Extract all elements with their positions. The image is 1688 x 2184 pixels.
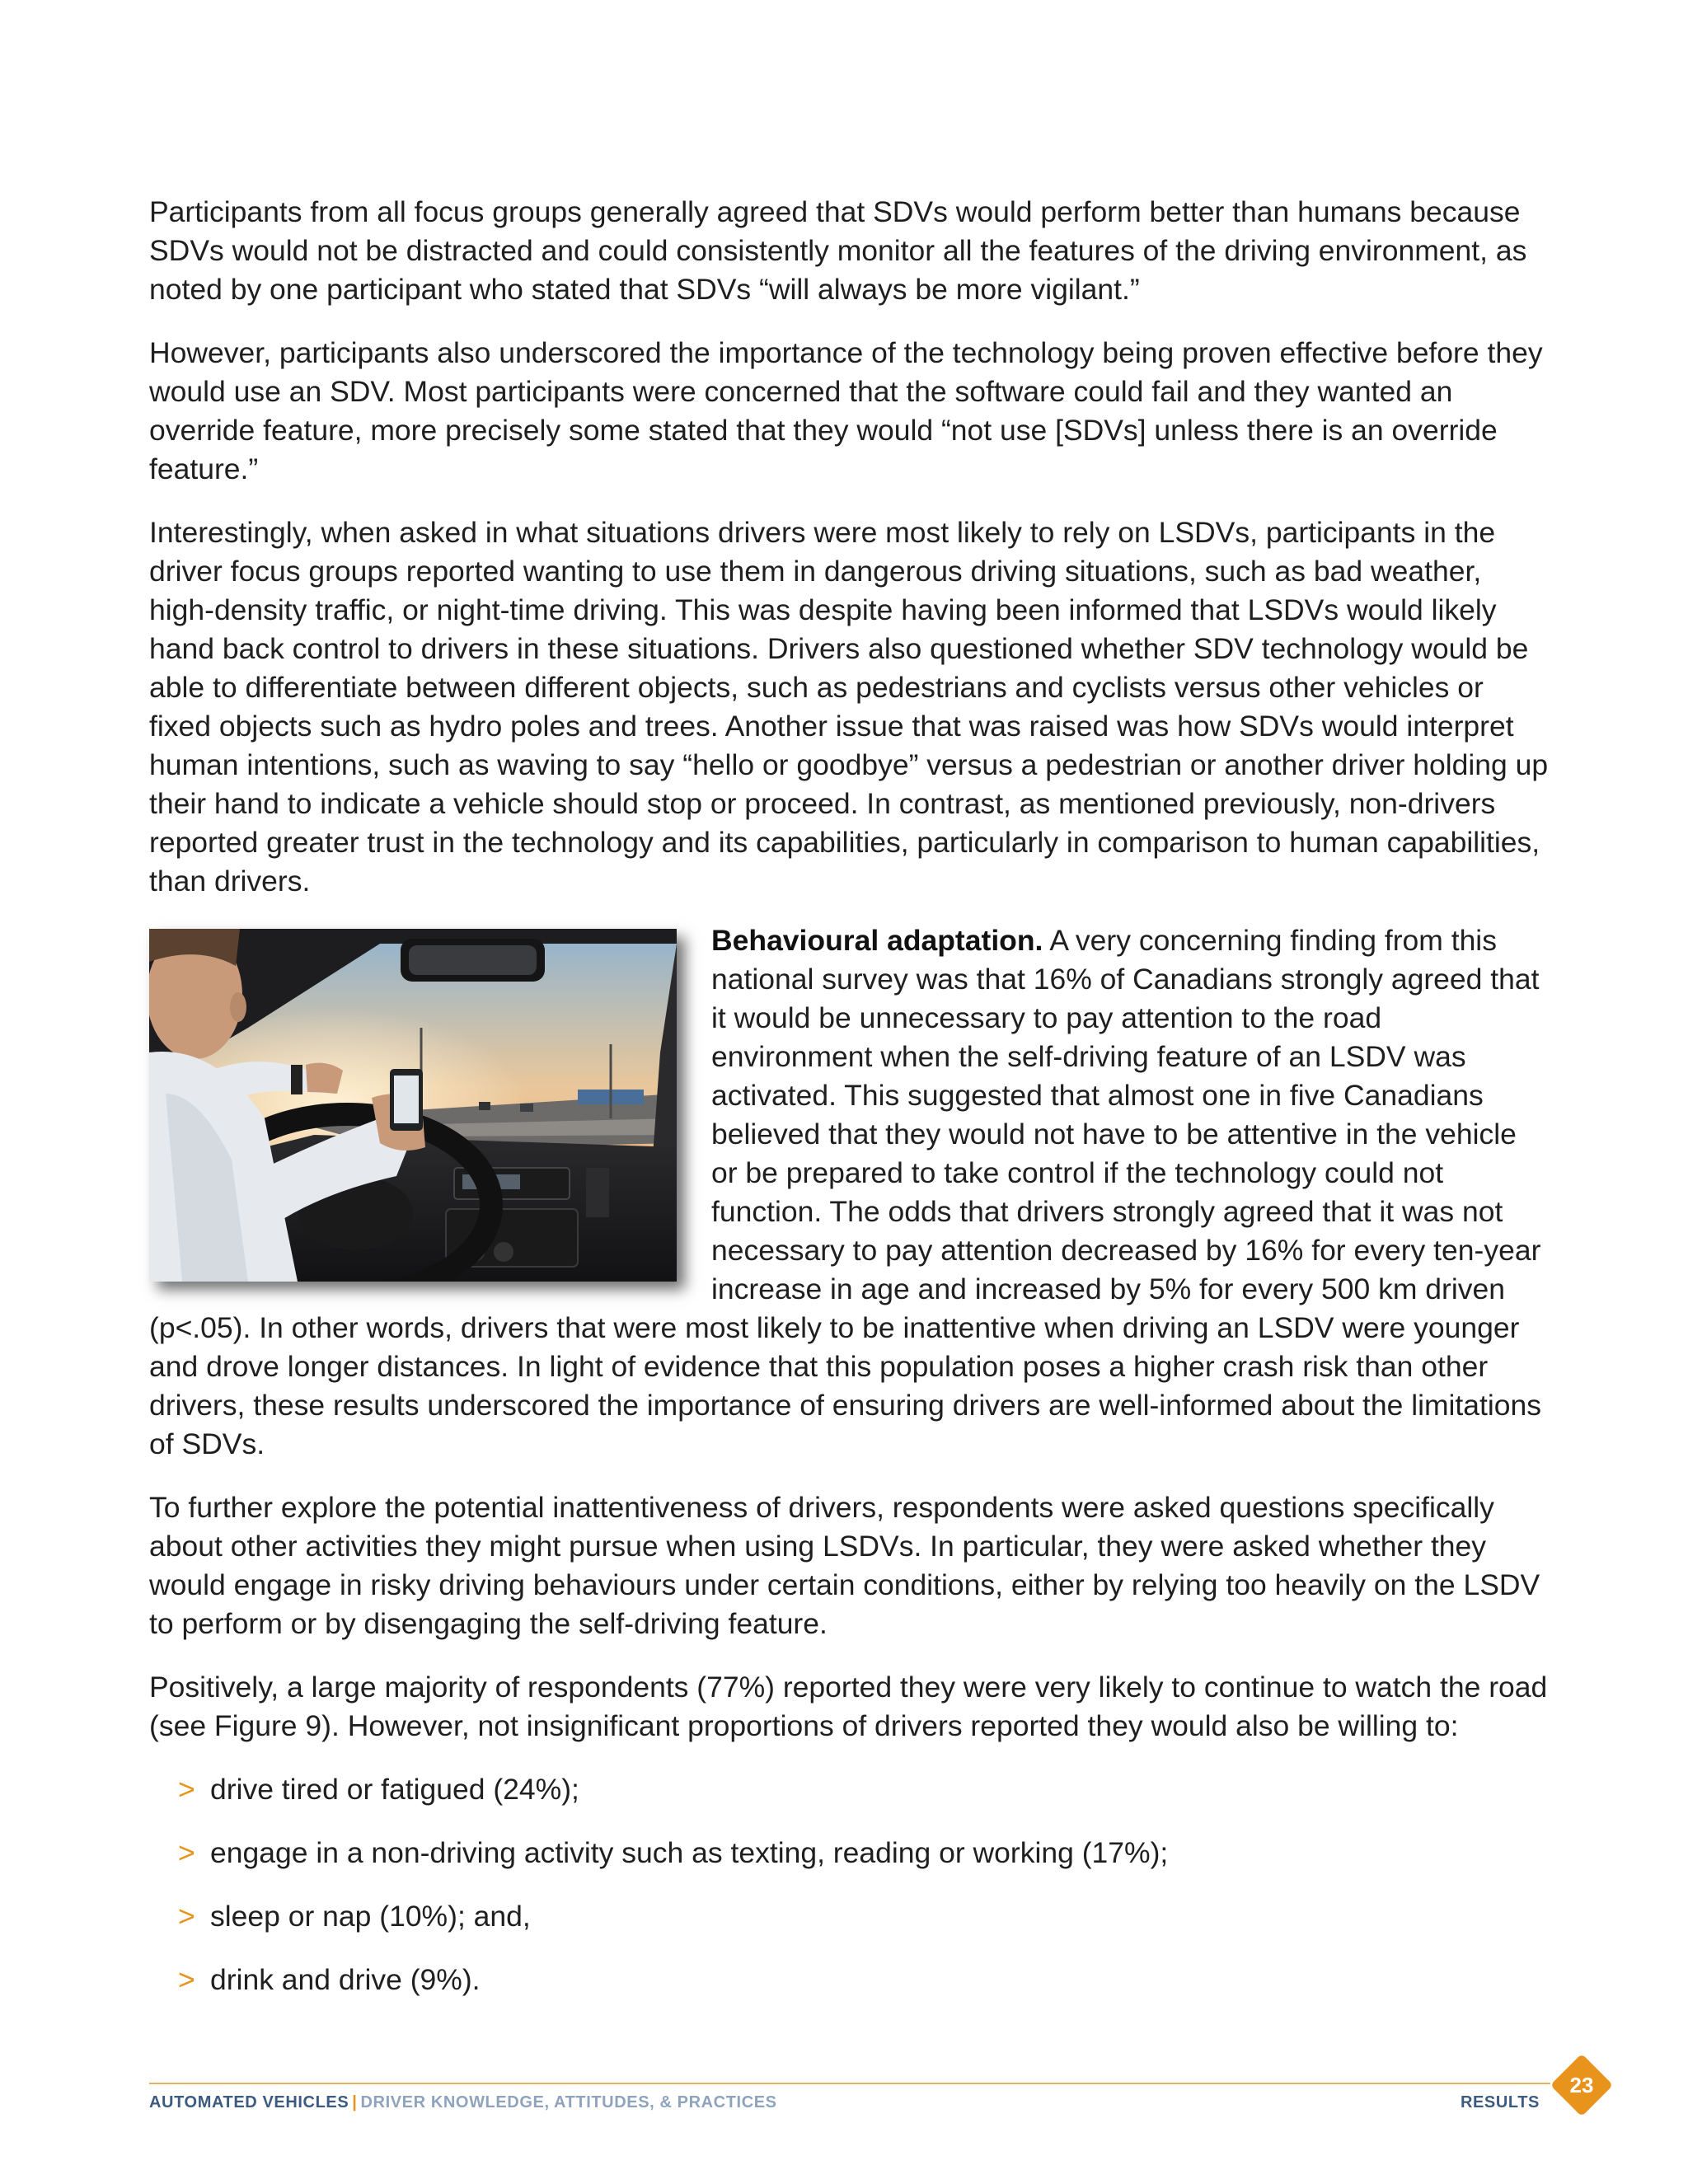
paragraph-2: However, participants also underscored the importance of the technology being proven effective before they would use an SDV. Most participants were concerned that the software could fail and they wanted an override feature, more precisely some stated that they would “not use [SDVs] unless there is an override feature.” xyxy=(149,336,1543,485)
list-item xyxy=(149,1834,1550,1872)
driver-texting-photo xyxy=(149,929,677,1282)
page-number-badge xyxy=(1550,2054,1613,2116)
page-number: 23 xyxy=(1569,2073,1594,2097)
footer-separator: | xyxy=(352,2093,358,2111)
bullet-marker-icon: > xyxy=(178,1773,195,1806)
behavioural-text: A very concerning finding from this national survey was that 16% of Canadians strongly agreed that it would be unnecessary to pay attention to the road environment when the self-driving feature of an LSDV was activated. This suggested that almost one in five Canadians believed that they would not have to be attentive in the vehicle or be prepared to take control if the technology could not function. The odds that drivers strongly agreed that it was not necessary to pay attention decreased by 16% for every ten-year increase in age and increased by 5% for every 500 km driven (p<.05). In other words, drivers that were most likely to be inattentive when driving an LSDV were younger and drove longer distances. In light of evidence that this population poses a higher crash risk than other drivers, these results underscored the importance of ensuring drivers are well-informed about the limitations of SDVs. xyxy=(149,924,1542,1460)
list-item xyxy=(149,1770,1550,1809)
risky-behaviour-list xyxy=(149,1770,1550,1999)
list-item-text: sleep or nap (10%); and, xyxy=(210,1900,531,1933)
bullet-marker-icon: > xyxy=(178,1963,195,1996)
footer-section-label: RESULTS xyxy=(1460,2093,1540,2111)
footer-title xyxy=(149,2093,777,2112)
behavioural-section xyxy=(149,921,1550,2024)
footer-title-primary: AUTOMATED VEHICLES xyxy=(149,2093,349,2111)
top-paragraphs xyxy=(149,193,1550,926)
paragraph-3: Interestingly, when asked in what situations drivers were most likely to rely on LSDVs, participants in the driver focus groups reported wanting to use them in dangerous driving situations, such as bad weather, high-density traffic, or night-time driving. This was despite having been informed that LSDVs would likely hand back control to drivers in these situations. Drivers also questioned whether SDV technology would be able to differentiate between different objects, such as pedestrians and cyclists versus other vehicles or fixed objects such as hydro poles and trees. Another issue that was raised was how SDVs would interpret human intentions, such as waving to say “hello or goodbye” versus a pedestrian or another driver holding up their hand to indicate a vehicle should stop or proceed. In contrast, as mentioned previously, non-drivers reported greater trust in the technology and its capabilities, particularly in comparison to human capabilities, than drivers. xyxy=(149,516,1549,898)
behavioural-heading: Behavioural adaptation. xyxy=(711,924,1043,957)
list-item-text: drive tired or fatigued (24%); xyxy=(210,1773,579,1806)
list-item xyxy=(149,1961,1550,1999)
list-item xyxy=(149,1897,1550,1936)
bottom-paragraphs xyxy=(149,1488,1550,1999)
footer-title-secondary: DRIVER KNOWLEDGE, ATTITUDES, & PRACTICES xyxy=(360,2093,777,2111)
paragraph-1: Participants from all focus groups generally agreed that SDVs would perform better than humans because SDVs would not be distracted and could consistently monitor all the features of the driving environment, as noted by one participant who stated that SDVs “will always be more vigilant.” xyxy=(149,195,1527,306)
bullet-marker-icon: > xyxy=(178,1836,195,1869)
paragraph-5: To further explore the potential inattentiveness of drivers, respondents were asked questions specifically about other activities they might pursue when using LSDVs. In particular, they were asked whether they would engage in risky driving behaviours under certain conditions, either by relying too heavily on the LSDV to perform or by disengaging the self-driving feature. xyxy=(149,1491,1540,1640)
list-item-text: drink and drive (9%). xyxy=(210,1963,481,1996)
bullet-marker-icon: > xyxy=(178,1900,195,1933)
footer-divider xyxy=(149,2083,1550,2084)
paragraph-6: Positively, a large majority of respondents (77%) reported they were very likely to continue to watch the road (see Figure 9). However, not insignificant proportions of drivers reported they would also be willing to: xyxy=(149,1671,1548,1742)
list-item-text: engage in a non-driving activity such as texting, reading or working (17%); xyxy=(210,1836,1169,1869)
